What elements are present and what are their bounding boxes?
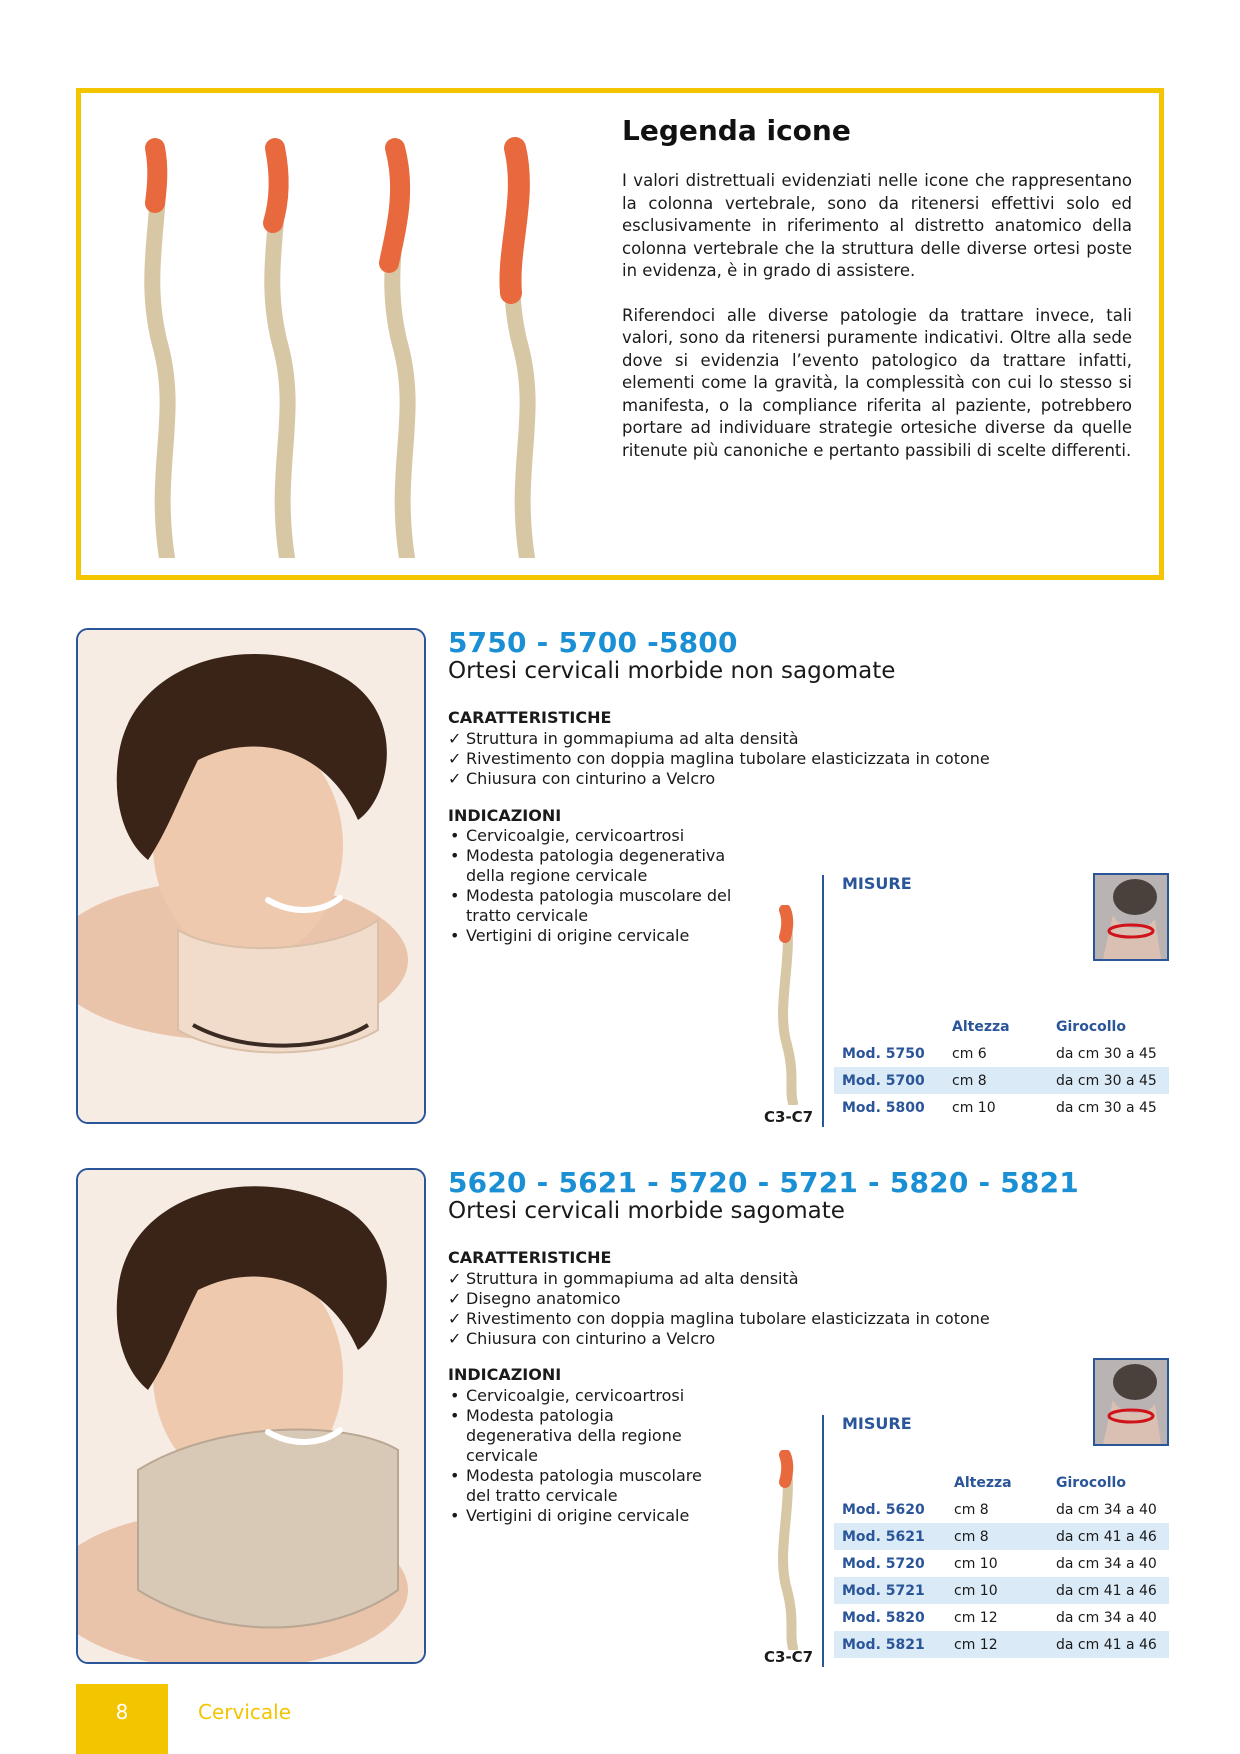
- list-item: ✓ Struttura in gommapiuma ad alta densità: [448, 729, 990, 749]
- spine-icon-c3-c7: [765, 905, 815, 1105]
- sizes-table: [834, 1014, 1169, 1121]
- column-header: Altezza: [954, 1475, 1012, 1491]
- spine-region-label: C3-C7: [764, 1648, 814, 1666]
- product-subtitle: Ortesi cervicali morbide sagomate: [448, 1198, 845, 1224]
- sizes-heading: MISURE: [842, 874, 912, 893]
- list-item: ✓ Chiusura con cinturino a Velcro: [448, 769, 990, 789]
- spine-icon-cervical: [152, 148, 167, 558]
- indications-list: [448, 826, 738, 946]
- table-row: Mod. 5750 cm 6 da cm 30 a 45: [842, 1045, 1157, 1062]
- spine-icon-c3-c7: [765, 1450, 815, 1650]
- list-item: • Vertigini di origine cervicale: [448, 1506, 718, 1526]
- table-row: Mod. 5721 cm 10 da cm 41 a 46: [834, 1577, 1169, 1604]
- legend-title: Legenda icone: [622, 114, 851, 147]
- list-item: • Vertigini di origine cervicale: [448, 926, 738, 946]
- spine-icon-cervical-upper-thoracic: [272, 148, 287, 558]
- spine-icon-cervical-thoracic: [389, 148, 408, 558]
- indications-heading: INDICAZIONI: [448, 1365, 562, 1384]
- table-row: Mod. 5821 cm 12 da cm 41 a 46: [834, 1631, 1169, 1658]
- features-heading: CARATTERISTICHE: [448, 708, 612, 727]
- list-item: ✓ Rivestimento con doppia maglina tubolare elasticizzata in cotone: [448, 1309, 990, 1329]
- page-number: 8: [115, 1700, 129, 1724]
- list-item: • Modesta patologia muscolare del tratto cervicale: [448, 886, 738, 926]
- list-item: ✓ Struttura in gommapiuma ad alta densità: [448, 1269, 990, 1289]
- spine-icon-cervical-full-thoracic: [510, 148, 527, 558]
- list-item: • Cervicoalgie, cervicoartrosi: [448, 826, 738, 846]
- product-photo-collar-shaped: [76, 1168, 426, 1664]
- legend-paragraph-1: I valori distrettuali evidenziati nelle icone che rappresentano la colonna vertebrale, sono da ritenersi effettivi solo ed esclusivamente in riferimento al distretto anatomico della colonna vertebrale che la struttura delle diverse ortesi poste in evidenza, è in grado di assistere.: [622, 171, 1132, 280]
- product-codes: 5750 - 5700 -5800: [448, 626, 738, 659]
- spine-icons-illustration: [110, 128, 580, 558]
- list-item: • Modesta patologia degenerativa della regione cervicale: [448, 846, 738, 886]
- column-header: Altezza: [952, 1019, 1010, 1035]
- product-subtitle: Ortesi cervicali morbide non sagomate: [448, 658, 896, 684]
- neck-measure-icon: [1093, 873, 1169, 961]
- legend-text: [622, 170, 1132, 484]
- product-codes: 5620 - 5621 - 5720 - 5721 - 5820 - 5821: [448, 1166, 1079, 1199]
- neck-measure-icon: [1093, 1358, 1169, 1446]
- table-row: Mod. 5700 cm 8 da cm 30 a 45: [834, 1067, 1169, 1094]
- section-name: Cervicale: [198, 1700, 291, 1724]
- sizes-table: [834, 1470, 1169, 1658]
- legend-paragraph-2: Riferendoci alle diverse patologie da trattare invece, tali valori, sono da ritenersi puramente indicativi. Oltre alla sede dove si evidenzia l’evento patologico da trattare infatti, elementi come la gravità, la complessità con cui lo stesso si manifesta, o la compliance riferita al paziente, potrebbero portare ad individuare strategie ortesiche diverse da quelle ritenute più canoniche e pertanto passibili di scelte differenti.: [622, 305, 1132, 460]
- column-header: Girocollo: [1056, 1019, 1126, 1035]
- list-item: ✓ Rivestimento con doppia maglina tubolare elasticizzata in cotone: [448, 749, 990, 769]
- list-item: • Modesta patologia muscolare del tratto cervicale: [448, 1466, 718, 1506]
- list-item: ✓ Chiusura con cinturino a Velcro: [448, 1329, 990, 1349]
- table-row: Mod. 5720 cm 10 da cm 34 a 40: [842, 1555, 1157, 1572]
- divider-line: [822, 875, 824, 1127]
- indications-list: [448, 1386, 718, 1526]
- table-row: Mod. 5620 cm 8 da cm 34 a 40: [842, 1501, 1157, 1518]
- sizes-heading: MISURE: [842, 1414, 912, 1433]
- spine-region-label: C3-C7: [764, 1108, 814, 1126]
- table-row: Mod. 5820 cm 12 da cm 34 a 40: [842, 1609, 1157, 1626]
- table-row: Mod. 5621 cm 8 da cm 41 a 46: [834, 1523, 1169, 1550]
- table-row: Mod. 5800 cm 10 da cm 30 a 45: [842, 1099, 1157, 1116]
- features-list: [448, 1269, 990, 1349]
- column-header: Girocollo: [1056, 1475, 1126, 1491]
- list-item: • Cervicoalgie, cervicoartrosi: [448, 1386, 718, 1406]
- list-item: • Modesta patologia degenerativa della regione cervicale: [448, 1406, 718, 1466]
- features-list: [448, 729, 990, 789]
- features-heading: CARATTERISTICHE: [448, 1248, 612, 1267]
- product-photo-collar-non-shaped: [76, 628, 426, 1124]
- divider-line: [822, 1415, 824, 1667]
- indications-heading: INDICAZIONI: [448, 806, 562, 825]
- list-item: ✓ Disegno anatomico: [448, 1289, 990, 1309]
